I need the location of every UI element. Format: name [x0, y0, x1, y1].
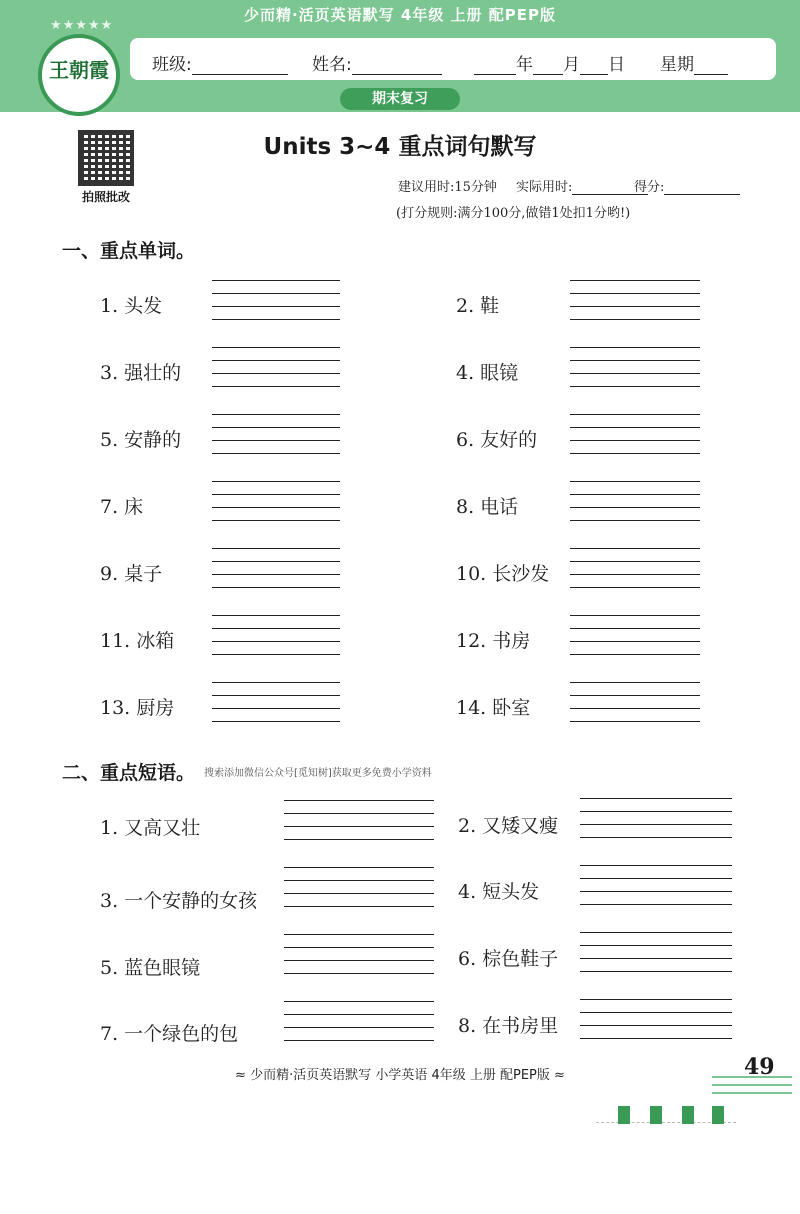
review-tag: 期末复习: [340, 88, 460, 110]
phrase-prompt: 8. 在书房里: [458, 1015, 559, 1037]
phrase-prompt: 2. 又矮又瘦: [458, 815, 559, 837]
answer-lines[interactable]: [570, 414, 700, 454]
answer-lines[interactable]: [284, 800, 434, 840]
word-prompt: 9. 桌子: [100, 563, 163, 585]
answer-lines[interactable]: [212, 682, 340, 722]
answer-lines[interactable]: [570, 682, 700, 722]
footer-square: [712, 1106, 724, 1124]
answer-lines[interactable]: [212, 548, 340, 588]
footer-square: [682, 1106, 694, 1124]
page-number: 49: [744, 1054, 775, 1080]
name-field[interactable]: 姓名:: [312, 50, 442, 75]
phrase-prompt: 1. 又高又壮: [100, 817, 201, 839]
answer-lines[interactable]: [284, 934, 434, 974]
series-title: 少而精·活页英语默写 4年级 上册 配PEP版: [243, 6, 557, 24]
scoring-rule: (打分规则:满分100分,做错1处扣1分哟!): [396, 206, 631, 221]
word-prompt: 13. 厨房: [100, 697, 175, 719]
answer-lines[interactable]: [580, 865, 732, 905]
weekday-field[interactable]: 星期: [660, 50, 728, 75]
answer-lines[interactable]: [212, 347, 340, 387]
score-field[interactable]: 得分:: [634, 176, 740, 195]
answer-lines[interactable]: [570, 481, 700, 521]
word-prompt: 7. 床: [100, 496, 144, 518]
footer-wave: [712, 1076, 792, 1078]
phrase-prompt: 7. 一个绿色的包: [100, 1023, 239, 1045]
suggested-time: 建议用时:15分钟: [398, 180, 497, 195]
word-prompt: 10. 长沙发: [456, 563, 550, 585]
answer-lines[interactable]: [212, 481, 340, 521]
date-field[interactable]: 年 月 日: [474, 50, 625, 75]
word-prompt: 11. 冰箱: [100, 630, 175, 652]
answer-lines[interactable]: [580, 999, 732, 1039]
answer-lines[interactable]: [570, 280, 700, 320]
footer-text: ≈ 少而精·活页英语默写 小学英语 4年级 上册 配PEP版 ≈: [235, 1068, 565, 1083]
footer-wave: [712, 1092, 792, 1094]
phrase-prompt: 3. 一个安静的女孩: [100, 890, 258, 912]
footer-wave: [712, 1084, 792, 1086]
word-prompt: 2. 鞋: [456, 295, 500, 317]
answer-lines[interactable]: [580, 798, 732, 838]
logo-text: 王朝霞: [49, 58, 109, 82]
brand-logo: [38, 34, 120, 116]
answer-lines[interactable]: [570, 347, 700, 387]
section2-heading: 二、重点短语。: [62, 762, 196, 784]
answer-lines[interactable]: [580, 932, 732, 972]
answer-lines[interactable]: [570, 548, 700, 588]
footer-square: [650, 1106, 662, 1124]
logo-stars: ★★★★★: [50, 18, 114, 33]
watermark-text: 搜索添加微信公众号[觅知树]获取更多免费小学资料: [204, 768, 432, 779]
answer-lines[interactable]: [212, 615, 340, 655]
word-prompt: 1. 头发: [100, 295, 163, 317]
word-prompt: 8. 电话: [456, 496, 519, 518]
answer-lines[interactable]: [284, 1001, 434, 1041]
word-prompt: 3. 强壮的: [100, 362, 182, 384]
answer-lines[interactable]: [284, 867, 434, 907]
word-prompt: 12. 书房: [456, 630, 531, 652]
word-prompt: 4. 眼镜: [456, 362, 519, 384]
page-title: Units 3~4 重点词句默写: [263, 134, 537, 160]
actual-time-field[interactable]: 实际用时:: [516, 176, 648, 195]
word-prompt: 5. 安静的: [100, 429, 182, 451]
phrase-prompt: 4. 短头发: [458, 881, 540, 903]
qr-label: 拍照批改: [81, 190, 130, 204]
answer-lines[interactable]: [570, 615, 700, 655]
word-prompt: 6. 友好的: [456, 429, 538, 451]
answer-lines[interactable]: [212, 280, 340, 320]
word-prompt: 14. 卧室: [456, 697, 531, 719]
section1-heading: 一、重点单词。: [62, 240, 196, 262]
answer-lines[interactable]: [212, 414, 340, 454]
footer-square: [618, 1106, 630, 1124]
phrase-prompt: 5. 蓝色眼镜: [100, 957, 201, 979]
class-field[interactable]: 班级:: [152, 50, 288, 75]
phrase-prompt: 6. 棕色鞋子: [458, 948, 559, 970]
